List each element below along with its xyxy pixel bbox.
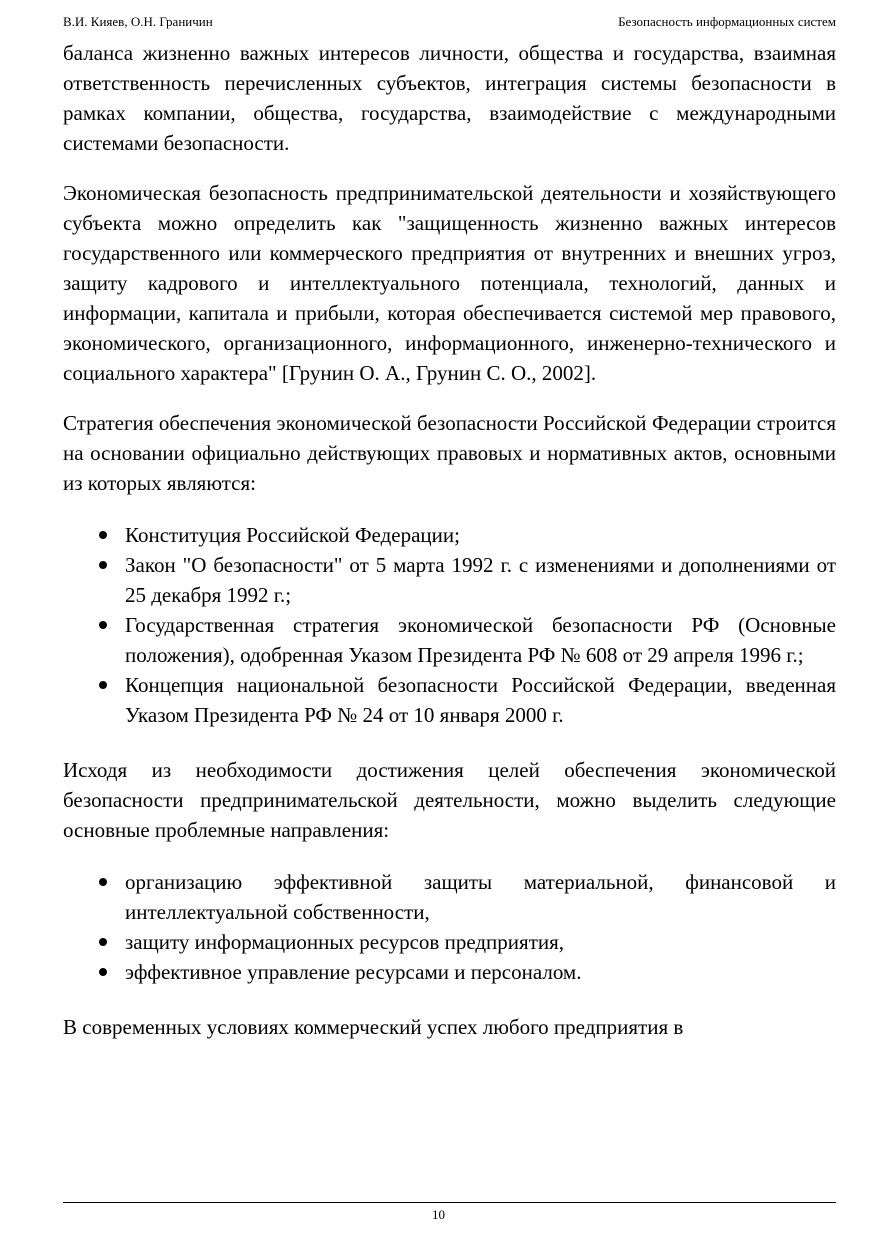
page-number: 10 — [432, 1207, 445, 1222]
page-content — [63, 38, 836, 1042]
header-book-title: Безопасность информационных систем — [618, 14, 836, 29]
list-item-text: Концепция национальной безопасности Российской Федерации, введенная Указом Президента РФ № 24 от 10 января 2000 г. — [125, 673, 836, 727]
list-item-text: эффективное управление ресурсами и персоналом. — [125, 960, 582, 984]
list-item — [63, 957, 836, 987]
bullet-icon — [99, 621, 107, 629]
bullet-icon — [99, 681, 107, 689]
list-item — [63, 670, 836, 730]
list-item-text: организацию эффективной защиты материальной, финансовой и интеллектуальной собственности, — [125, 870, 836, 924]
paragraph-3: Стратегия обеспечения экономической безопасности Российской Федерации строится на основании официально действующих правовых и нормативных актов, основными из которых являются: — [63, 411, 836, 495]
bullet-icon — [99, 938, 107, 946]
list-item — [63, 867, 836, 927]
bullet-icon — [99, 531, 107, 539]
directions-list — [63, 867, 836, 987]
list-item-text: Закон "О безопасности" от 5 марта 1992 г. с изменениями и дополнениями от 25 декабря 1992 г.; — [125, 553, 836, 607]
list-item — [63, 927, 836, 957]
paragraph-2: Экономическая безопасность предпринимательской деятельности и хозяйствующего субъекта можно определить как "защищенность жизненно важных интересов государственного или коммерческого предприятия от внутренних и внешних угроз, защиту кадрового и интеллектуального потенциала, технологий, данных и информации, капитала и прибыли, которая обеспечивается системой мер правового, экономического, организационного, информационного, инженерно-технического и социального характера" [Грунин О. А., Грунин С. О., 2002]. — [63, 181, 836, 385]
bullet-icon — [99, 878, 107, 886]
paragraph-1: баланса жизненно важных интересов личности, общества и государства, взаимная ответственность перечисленных субъектов, интеграция системы безопасности в рамках компании, общества, государства, взаимодействие с международными системами безопасности. — [63, 41, 836, 155]
list-item — [63, 520, 836, 550]
bullet-icon — [99, 561, 107, 569]
bullet-icon — [99, 968, 107, 976]
paragraph-4: Исходя из необходимости достижения целей обеспечения экономической безопасности предпринимательской деятельности, можно выделить следующие основные проблемные направления: — [63, 758, 836, 842]
list-item — [63, 550, 836, 610]
legal-acts-list — [63, 520, 836, 730]
footer-divider — [63, 1202, 836, 1203]
list-item — [63, 610, 836, 670]
header-authors: В.И. Кияев, О.Н. Граничин — [63, 14, 213, 29]
list-item-text: Конституция Российской Федерации; — [125, 523, 460, 547]
list-item-text: Государственная стратегия экономической безопасности РФ (Основные положения), одобренная Указом Президента РФ № 608 от 29 апреля 1996 г.; — [125, 613, 836, 667]
paragraph-5: В современных условиях коммерческий успех любого предприятия в — [63, 1015, 684, 1039]
list-item-text: защиту информационных ресурсов предприятия, — [125, 930, 565, 954]
page-header — [63, 14, 836, 34]
